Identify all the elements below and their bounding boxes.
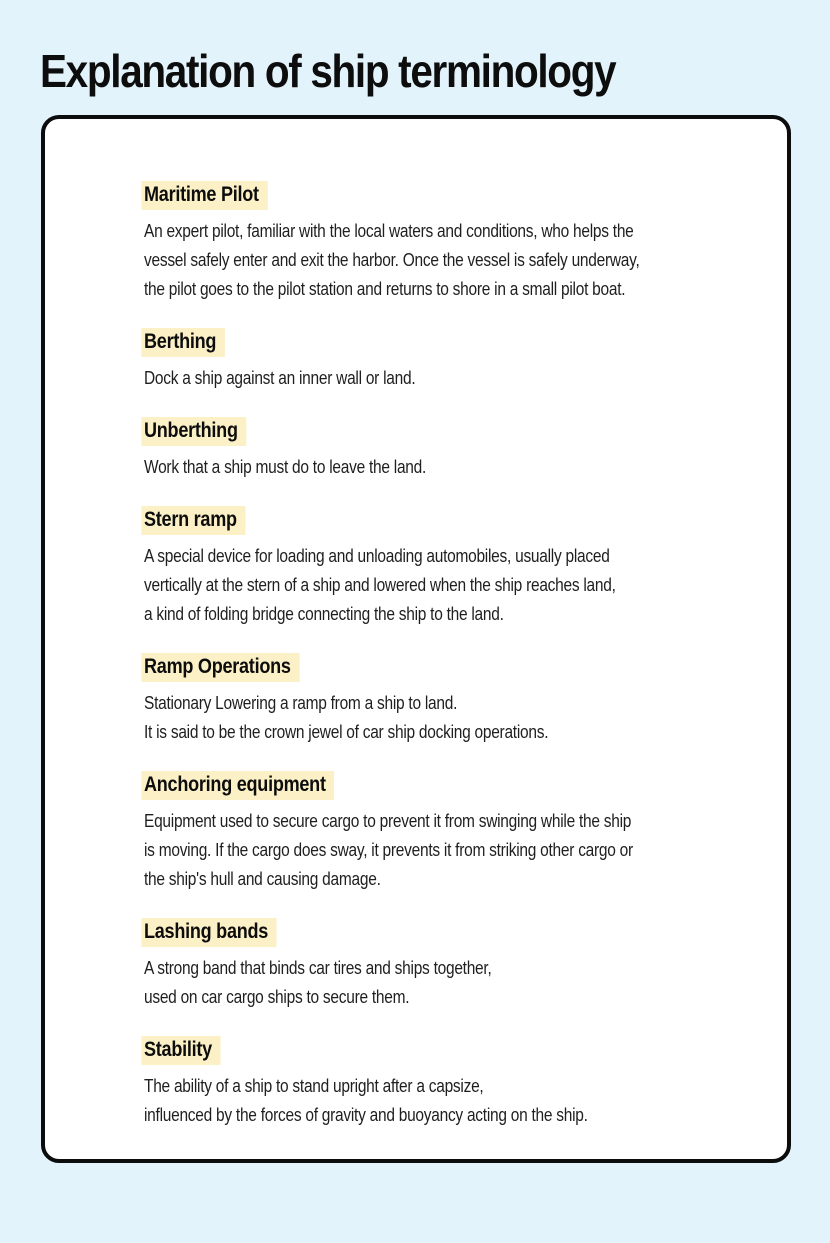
definition-line: The ability of a ship to stand upright after a capsize, [144,1076,484,1096]
terms-list [144,181,763,1154]
definition-line: vessel safely enter and exit the harbor. Once the vessel is safely underway, [144,250,640,270]
term-heading: Berthing [141,328,224,357]
term-section [144,918,763,1012]
term-section [144,771,763,894]
terminology-card [41,115,791,1163]
definition-line: vertically at the stern of a ship and lowered when the ship reaches land, [144,575,616,595]
definition-line: used on car cargo ships to secure them. [144,987,410,1007]
term-section [144,1036,763,1130]
term-heading: Lashing bands [141,918,276,947]
page-title: Explanation of ship terminology [40,45,616,97]
term-definition [144,1072,763,1130]
definition-line: is moving. If the cargo does sway, it prevents it from striking other cargo or [144,840,633,860]
term-heading: Maritime Pilot [141,181,267,210]
definition-line: Dock a ship against an inner wall or land. [144,368,416,388]
term-section [144,181,763,304]
definition-line: A special device for loading and unloading automobiles, usually placed [144,546,610,566]
term-heading: Ramp Operations [141,653,299,682]
term-heading: Stability [141,1036,220,1065]
term-definition [144,954,763,1012]
definition-line: Stationary Lowering a ramp from a ship to land. [144,693,458,713]
definition-line: influenced by the forces of gravity and buoyancy acting on the ship. [144,1105,588,1125]
term-heading: Stern ramp [141,506,245,535]
definition-line: A strong band that binds car tires and ships together, [144,958,492,978]
term-section [144,506,763,629]
term-definition [144,542,763,629]
definition-line: a kind of folding bridge connecting the ship to the land. [144,604,504,624]
term-section [144,328,763,393]
definition-line: the pilot goes to the pilot station and returns to shore in a small pilot boat. [144,279,626,299]
term-definition [144,453,763,482]
definition-line: the ship's hull and causing damage. [144,869,381,889]
definition-line: Work that a ship must do to leave the land. [144,457,427,477]
term-definition [144,364,763,393]
definition-line: It is said to be the crown jewel of car ship docking operations. [144,722,549,742]
term-definition [144,217,763,304]
term-heading: Unberthing [141,417,246,446]
definition-line: An expert pilot, familiar with the local waters and conditions, who helps the [144,221,634,241]
term-definition [144,807,763,894]
term-heading: Anchoring equipment [141,771,334,800]
term-section [144,653,763,747]
definition-line: Equipment used to secure cargo to prevent it from swinging while the ship [144,811,632,831]
term-section [144,417,763,482]
term-definition [144,689,763,747]
